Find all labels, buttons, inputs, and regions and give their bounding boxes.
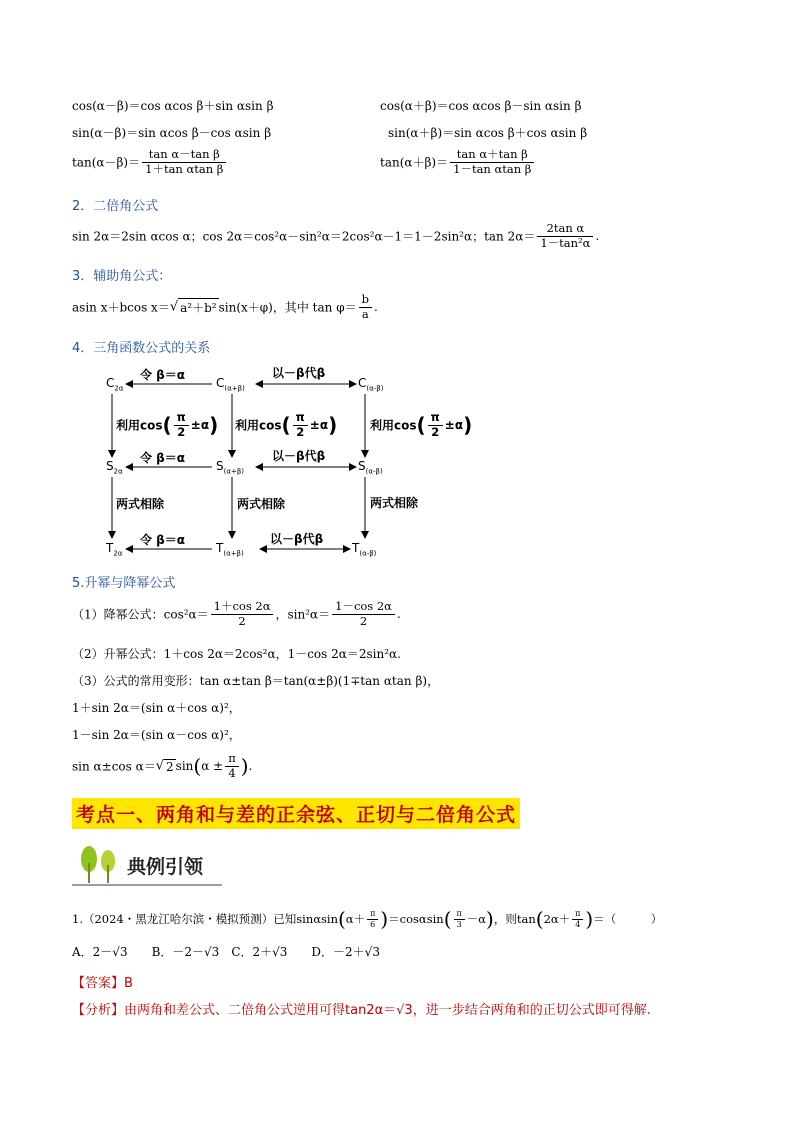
problem-stem: 1.（2024・黑龙江哈尔滨・模拟预测）已知sinαsin(α＋ $\frac{\pi}{6}$ )＝cosαsin( $\frac{\pi}{3}$ －α)，则tan(2α＋ $\frac{\pi}{4}$ )＝（ ） [72,907,663,931]
node-t-2alpha: $T_{2\alpha}$ [106,541,123,558]
fraction-denominator: 1－tan²α [540,235,591,250]
period: . [595,229,600,243]
fraction-numerator: tan α－tan β [142,148,226,163]
fraction-denominator: 4 [228,765,236,780]
p6-lhs: sin α±cos α＝ [72,759,156,774]
fraction-numerator: b [359,293,372,308]
stem-part: ＝cosαsin [388,912,444,926]
fraction-denominator: 1－tan αtan β [453,161,532,176]
answer: 【答案】B [72,976,133,991]
label-let-beta-eq-alpha-2: 令 β＝α [140,451,186,465]
section-3-heading: 3．辅助角公式： [72,269,172,284]
one-minus-sin2a: 1－sin 2α＝(sin α－cos α)²， [72,728,241,742]
problem-choices: A．2－√3 B．－2－√3 C．2＋√3 D．－2＋√3 [72,945,380,959]
formula-sin-plus: sin(α＋β)＝sin αcos β＋cos αsin β [388,126,588,140]
power-reduction-formula [72,600,401,628]
section-2-heading: 2．二倍角公式 [72,199,159,214]
node-t-alpha-plus-beta: $T_{(\alpha+\beta)}$ [216,541,244,558]
one-plus-sin2a: 1＋sin 2α＝(sin α＋cos α)²， [72,701,241,715]
common-transform: （3）公式的常用变形：tan α±tan β＝tan(α±β)(1∓tan αtan β)， [72,674,440,688]
tan-minus-lhs: tan(α－β)＝ [72,155,141,170]
double-angle-line: sin 2α＝2sin αcos α；cos 2α＝cos²α－sin²α＝2cos²α－1＝1－2sin²α；tan 2α＝ [72,229,536,244]
formula-sin-minus: sin(α－β)＝sin αcos β－cos αsin β [72,126,272,140]
stem-part: 1.（2024・黑龙江哈尔滨・模拟预测）已知sinαsin [72,912,338,926]
stem-part: 2α＋ [543,912,571,926]
node-c-alpha-plus-beta: $C_{(\alpha+\beta)}$ [216,376,245,393]
label-use-cos-1: 利用cos( $\frac{\pi}{2}$ ±α) [116,410,219,439]
fraction-numerator: 1－cos 2α [332,600,395,615]
label-replace-beta-1: 以－β代β [272,366,326,380]
label-let-beta-eq-alpha-1: 令 β＝α [140,368,186,382]
aux-rhs: sin(x＋φ)，其中 tan φ＝ [218,300,357,315]
node-s-alpha-minus-beta: $S_{(\alpha-\beta)}$ [358,459,383,476]
cos2-fraction [211,600,274,628]
stem-part: ＝（ ） [593,912,663,926]
stem-part: ，则tan [493,912,536,926]
radicand: 2 [166,759,174,774]
label-replace-beta-2: 以－β代β [272,449,326,463]
period: . [396,607,401,621]
fraction-denominator: 2 [359,613,368,628]
formula-cos-plus: cos(α＋β)＝cos αcos β－sin αsin β [380,99,582,113]
section-5-heading: 5.升幂与降幂公式 [72,576,176,591]
tan-plus-lhs: tan(α＋β)＝ [380,155,449,170]
label-use-cos-3: 利用cos( $\frac{\pi}{2}$ ±α) [370,410,473,439]
stem-part: －α [466,912,487,926]
pi-over-4-fraction [225,752,239,780]
analysis: 【分析】由两角和差公式、二倍角公式逆用可得tan2α＝√3，进一步结合两角和的正切公式即可得解. [72,1003,651,1018]
pi-over-4: $\frac{\pi}{4}$ [572,909,583,930]
stem-part: α＋ [345,912,366,926]
label-replace-beta-3: 以－β代β [270,532,324,546]
node-t-alpha-minus-beta: $T_{(\alpha-\beta)}$ [352,541,377,558]
fraction-numerator: 1＋cos 2α [211,600,274,615]
p1-mid: ，sin²α＝ [275,607,331,622]
sin2-fraction [332,600,395,628]
fraction-denominator: 2 [238,613,246,628]
label-divide-2: 两式相除 [237,497,286,511]
formula-cos-minus: cos(α－β)＝cos αcos β＋sin αsin β [72,99,274,113]
node-c-alpha-minus-beta: $C_{(\alpha-\beta)}$ [358,376,384,393]
example-header [72,843,222,887]
label-divide-3: 两式相除 [370,496,419,510]
fraction-numerator: π [225,752,239,767]
pi-over-3: $\frac{\pi}{3}$ [454,909,465,930]
topic-banner: 考点一、两角和与差的正余弦、正切与二倍角公式 [72,798,520,829]
label-let-beta-eq-alpha-3: 令 β＝α [140,533,186,547]
power-raising-formula: （2）升幂公式：1＋cos 2α＝2cos²α，1－cos 2α＝2sin²α. [72,647,401,661]
fraction-denominator: 1＋tan αtan β [145,161,224,176]
p6-inner: α ± [201,759,224,773]
fraction-numerator: 2tan α [537,222,593,237]
period: . [248,759,253,773]
node-s-alpha-plus-beta: $S_{(\alpha+\beta)}$ [216,459,245,476]
pi-over-6: $\frac{\pi}{6}$ [367,909,378,930]
example-header-title: 典例引领 [127,856,204,878]
p6-sin: sin [175,759,194,773]
auxiliary-angle-formula: asin x＋bcos x＝√ a²＋b² sin(x＋φ)，其中 tan φ＝ $\frac{b}{a}$ . [72,292,378,321]
radicand: a²＋b² [178,298,218,316]
aux-lhs: asin x＋bcos x＝ [72,300,170,315]
node-c-2alpha: $C_{2\alpha}$ [106,376,124,393]
label-use-cos-2: 利用cos( $\frac{\pi}{2}$ ±α) [235,410,338,439]
section-4-heading: 4．三角函数公式的关系 [72,341,211,356]
sin-pm-cos-formula: sin α±cos α＝√ 2 sin(α ± $\frac{\pi}{4}$ ). [72,751,253,780]
label-divide-1: 两式相除 [116,497,165,511]
fraction-denominator: a [361,306,369,321]
fraction-numerator: tan α＋tan β [450,148,534,163]
period: . [373,300,378,314]
node-s-2alpha: $S_{2\alpha}$ [106,459,123,476]
p1-label: （1）降幂公式：cos²α＝ [72,607,209,622]
